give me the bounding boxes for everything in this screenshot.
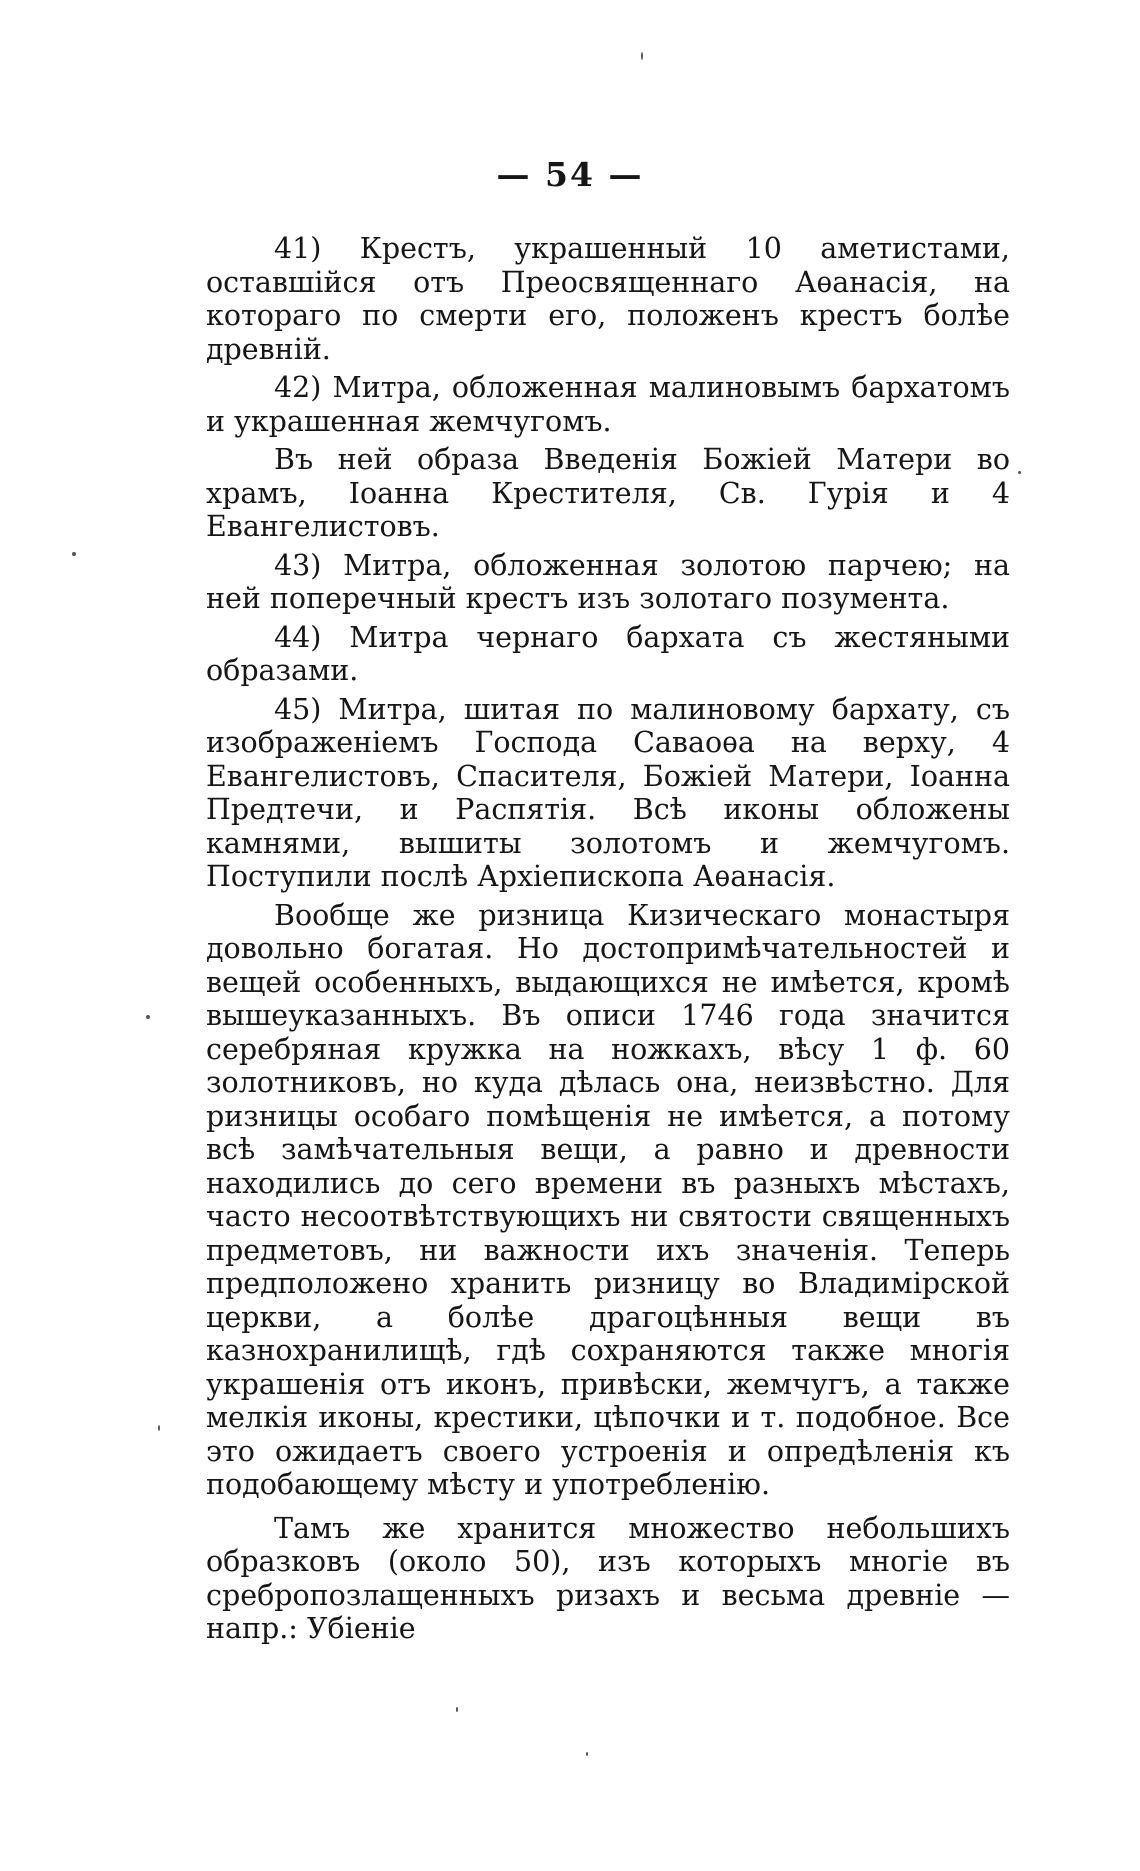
item-45-paragraph: 45) Митра, шитая по малиновому бархату, съ изображеніемъ Господа Саваоѳа на верху, 4 Евангелистовъ, Спасителя, Божіей Матери, Іоанна Предтечи, и Распятія. Всѣ иконы обложены камнями, вышиты золотомъ и жемчугомъ. Поступили послѣ Архіепископа Аѳанасія. bbox=[206, 692, 1010, 893]
scan-speck bbox=[456, 1707, 458, 1712]
item-42-paragraph: 42) Митра, обложенная малиновымъ бархатомъ и украшенная жемчугомъ. bbox=[206, 371, 1010, 438]
scan-speck bbox=[641, 52, 643, 60]
scan-speck bbox=[586, 1752, 588, 1756]
scan-speck bbox=[158, 1425, 160, 1431]
item-42-icons-paragraph: Въ ней образа Введенія Божіей Матери во храмъ, Іоанна Крестителя, Св. Гурія и 4 Евангелистовъ. bbox=[206, 443, 1010, 543]
scan-speck bbox=[1018, 471, 1021, 474]
item-43-paragraph: 43) Митра, обложенная золотою парчею; на ней поперечный крестъ изъ золотаго позумента. bbox=[206, 548, 1010, 615]
page-number: — 54 — bbox=[496, 155, 644, 194]
item-44-paragraph: 44) Митра чернаго бархата съ жестяными образами. bbox=[206, 620, 1010, 687]
item-41-paragraph: 41) Крестъ, украшенный 10 аметистами, оставшійся отъ Преосвященнаго Аѳанасія, на котораго по смерти его, положенъ крестъ болѣе древній. bbox=[206, 232, 1010, 366]
scan-speck bbox=[146, 1015, 150, 1019]
body-text bbox=[206, 232, 1010, 1651]
sacristy-description-paragraph: Вообще же ризница Кизическаго монастыря довольно богатая. Но достопримѣчательностей и вещей особенныхъ, выдающихся не имѣется, кромѣ вышеуказанныхъ. Въ описи 1746 года значится серебряная кружка на ножкахъ, вѣсу 1 ф. 60 золотниковъ, но куда дѣлась она, неизвѣстно. Для ризницы особаго помѣщенія не имѣется, а потому всѣ замѣчательныя вещи, а равно и древности находились до сего времени въ разныхъ мѣстахъ, часто несоотвѣтствующихъ ни святости священныхъ предметовъ, ни важности ихъ значенія. Теперь предположено хранить ризницу во Владимірской церкви, а болѣе драгоцѣнныя вещи въ казнохранилищѣ, гдѣ сохраняются также многія украшенія отъ иконъ, привѣски, жемчугъ, а также мелкія иконы, крестики, цѣпочки и т. подобное. Все это ожидаетъ своего устроенія и опредѣленія къ подобающему мѣсту и употребленію. bbox=[206, 898, 1010, 1501]
icons-collection-paragraph: Тамъ же хранится множество небольшихъ образковъ (около 50), изъ которыхъ многіе въ сребропозлащенныхъ ризахъ и весьма древніе — напр.: Убіеніе bbox=[206, 1511, 1010, 1645]
scan-speck bbox=[72, 552, 76, 556]
